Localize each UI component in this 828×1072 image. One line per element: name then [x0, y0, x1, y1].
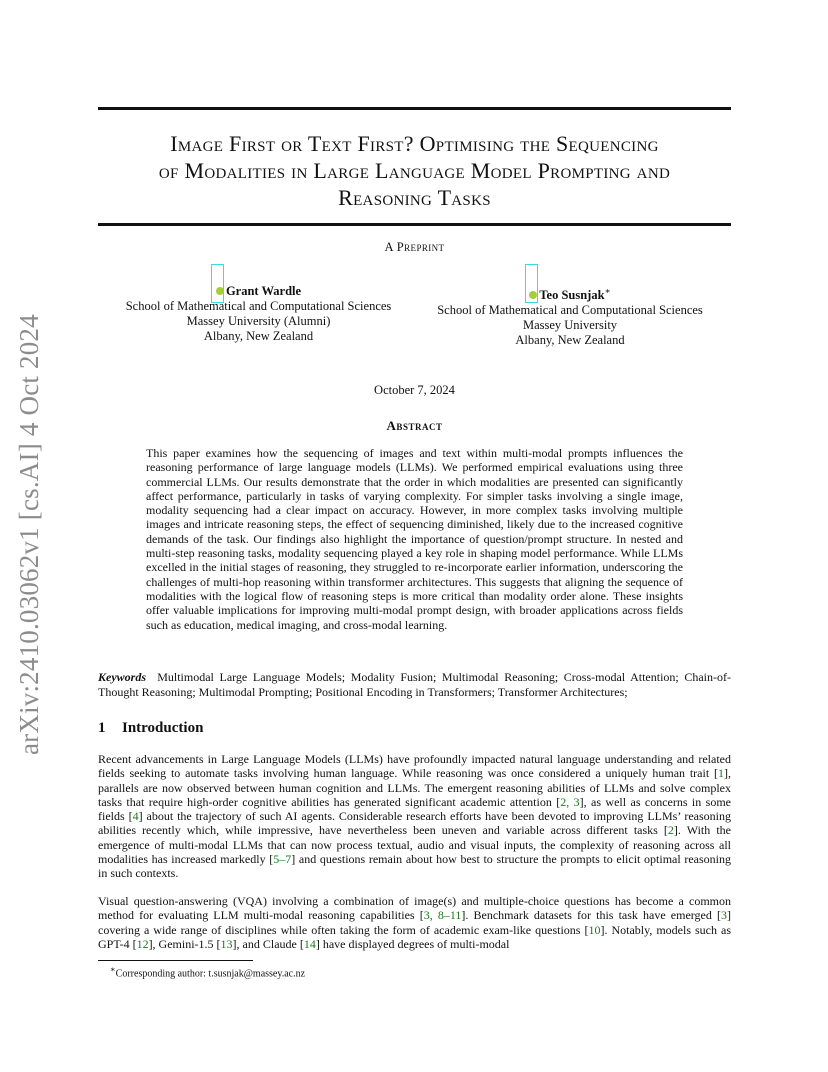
footnote-text: Corresponding author: t.susnjak@massey.ac.nz [115, 968, 306, 980]
citation-link[interactable]: 2 [667, 823, 674, 838]
citation-link[interactable]: 1 [718, 766, 724, 781]
author-affiliation: School of Mathematical and Computational Sciences [437, 303, 703, 318]
section-title: Introduction [122, 720, 204, 736]
citation-link[interactable]: 12 [136, 936, 149, 951]
footnote [110, 964, 305, 979]
author-affiliation: School of Mathematical and Computational Sciences [125, 299, 392, 313]
intro-paragraph-2: Visual question-answering (VQA) involving a combination of image(s) and multiple-choice questions has become a common method for evaluating LLM multi-modal reasoning capabilities [3, 8–11]. Benchmark datasets for this task have emerged [3] covering a wide range of disciplines while often taking the form of academic exam-like questions [10]. Notably, models such as GPT-4 [12], Gemini-1.5 [13], and Claude [14] have displayed degrees of multi-modal [98, 894, 731, 951]
keywords-label: Keywords [98, 670, 146, 684]
keywords [98, 670, 731, 700]
author-2 [420, 284, 720, 348]
citation-link[interactable]: 13 [220, 936, 233, 951]
corresponding-marker[interactable]: ∗ [604, 286, 611, 296]
title-line-3: Reasoning Tasks [338, 185, 491, 210]
preprint-label: A Preprint [384, 240, 445, 254]
abstract-heading: Abstract [386, 418, 443, 433]
abstract-text: This paper examines how the sequencing of images and text within multi-modal prompts influences the reasoning performance of large language models (LLMs). We performed empirical evaluations using three commercial LLMs. Our results demonstrate that the order in which modalities are presented can significantly affect performance, particularly in tasks of varying complexity. For simpler tasks involving a single image, modality sequencing had a clear impact on accuracy. However, in more complex tasks involving multiple images and intricate reasoning steps, the effect of sequencing diminished, likely due to the increased cognitive demands of the task. Our findings also highlight the importance of question/prompt structure. In nested and multi-step reasoning tasks, modality sequencing played a key role in shaping model performance. While LLMs excelled in the initial stages of reasoning, they struggled to re-incorporate earlier information, underscoring the challenges of multi-hop reasoning within transformer architectures. This suggests that aligning the sequence of modalities with the logical flow of reasoning steps is more critical than modality order alone. These insights offer valuable implications for improving multi-modal prompt design, with broader applications across fields such as education, medical imaging, and cross-modal learning. [146, 446, 683, 632]
section-heading [98, 720, 203, 737]
author-1 [106, 284, 411, 344]
author-institution: Massey University [522, 318, 618, 333]
paper-title [98, 130, 731, 211]
section-number: 1 [98, 720, 106, 736]
citation-link[interactable]: 2, 3 [560, 794, 580, 809]
footnote-marker: ∗ [110, 965, 116, 974]
title-rule-top [98, 107, 731, 110]
intro-paragraph-1: Recent advancements in Large Language Models (LLMs) have profoundly impacted natural language understanding and related fields seeking to automate tasks involving human language. While reasoning was once considered a uniquely human trait [1], parallels are now observed between human cognition and LLMs. The emergent reasoning abilities of LLMs and solve complex tasks that require high-order cognitive abilities has generated significant academic attention [2, 3], as well as concerns in some fields [4] about the trajectory of such AI agents. Considerable research efforts have been devoted to improving LLMs’ reasoning abilities recently which, while impressive, have nevertheless been uneven and variable across different tasks [2]. With the emergence of multi-modal LLMs that can now process textual, audio and visual inputs, the complexity of reasoning across all modalities has increased markedly [5–7] and questions remain about how best to structure the prompts to elicit optimal reasoning in such contexts. [98, 752, 732, 881]
citation-link[interactable]: 3 [721, 908, 727, 923]
author-location: Albany, New Zealand [203, 329, 314, 343]
orcid-icon[interactable] [216, 287, 224, 295]
author-name: Grant Wardle [225, 284, 302, 298]
citation-link[interactable]: 3, 8–11 [423, 908, 462, 923]
footnote-rule [98, 960, 253, 961]
keywords-list: Multimodal Large Language Models; Modality Fusion; Multimodal Reasoning; Cross-modal Attention; Chain-of-Thought Reasoning; Multimodal Prompting; Positional Encoding in Transformers; Transformer Architectures; [98, 670, 731, 699]
title-line-2: of Modalities in Large Language Model Prompting and [158, 158, 671, 183]
citation-link[interactable]: 4 [132, 809, 139, 824]
arxiv-id-text: arXiv:2410.03062v1 [cs.AI] 4 Oct 2024 [14, 314, 44, 755]
citation-link[interactable]: 10 [588, 922, 601, 937]
orcid-icon[interactable] [529, 291, 537, 299]
author-institution: Massey University (Alumni) [186, 314, 331, 328]
title-line-1: Image First or Text First? Optimising the Sequencing [170, 131, 659, 156]
author-name: Teo Susnjak [539, 288, 605, 303]
author-location: Albany, New Zealand [515, 333, 625, 348]
citation-link[interactable]: 14 [303, 936, 316, 951]
title-rule-bottom [98, 223, 731, 226]
citation-link[interactable]: 5–7 [273, 852, 292, 867]
publication-date: October 7, 2024 [374, 383, 455, 397]
